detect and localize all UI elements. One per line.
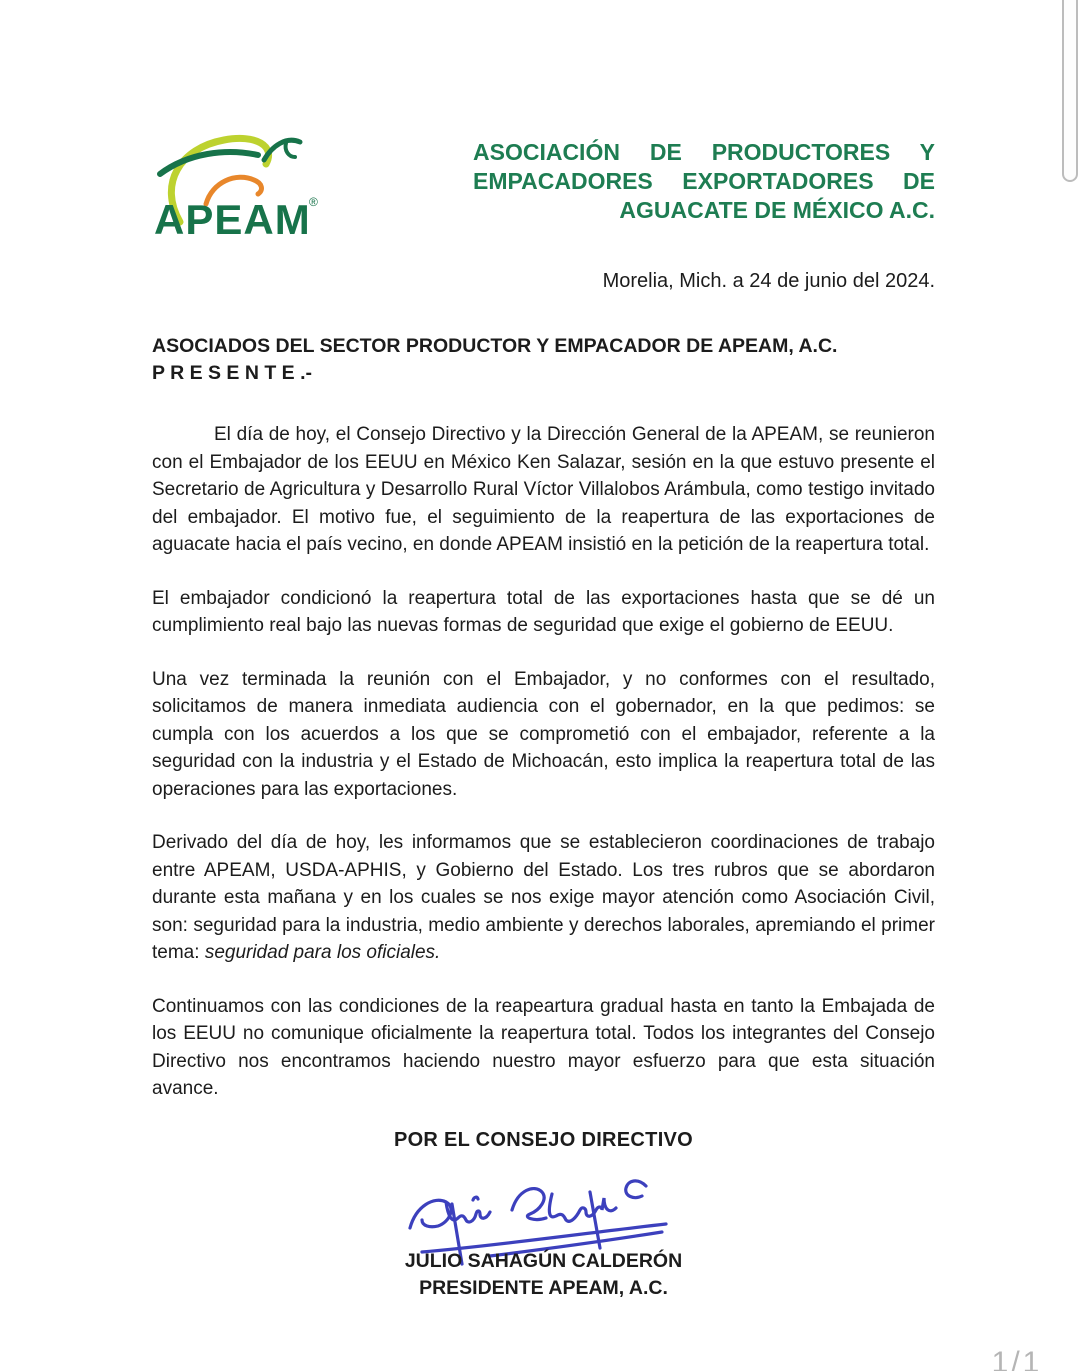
signatory-name: JULIO SAHAGÚN CALDERÓN bbox=[404, 1249, 683, 1272]
logo-wordmark: APEAM bbox=[154, 196, 311, 242]
body-paragraph bbox=[152, 585, 935, 640]
paragraph-text: El día de hoy, el Consejo Directivo y la Dirección General de la APEAM, se reunieron con el Embajador de los EEUU en México Ken Salazar, sesión en la que estuvo presente el Secretario de Agricultura y Desarrollo Rural Víctor Villalobos Arámbula, como testigo invitado del embajador. El motivo fue, el seguimiento de la reapertura de las exportaciones de aguacate hacia el país vecino, en donde APEAM insistió en la petición de la reapertura total. bbox=[152, 424, 935, 555]
body-paragraph bbox=[152, 666, 935, 804]
paragraph-text: Continuamos con las condiciones de la reapeartura gradual hasta en tanto la Embajada de los EEUU no comunique oficialmente la reapertura total. Todos los integrantes del Consejo Directivo nos encontramos haciendo nuestro mayor esfuerzo para que esta situación avance. bbox=[152, 995, 935, 1099]
addressee-line: P R E S E N T E .- bbox=[152, 362, 313, 384]
signature-block bbox=[152, 1172, 935, 1302]
paragraph-text: Una vez terminada la reunión con el Embajador, y no conformes con el resultado, solicitamos de manera inmediata audiencia con el gobernador, en la que pedimos: se cumpla con los acuerdos a los que se comprometió con el embajador, referente a la seguridad con la industria y el Estado de Michoacán, esto implica la reapertura total de las operaciones para las exportaciones. bbox=[152, 668, 935, 800]
closing-heading: POR EL CONSEJO DIRECTIVO bbox=[393, 1128, 694, 1151]
org-name-line: EMPACADORES EXPORTADORES DE bbox=[473, 168, 935, 194]
page-indicator: 1/1 bbox=[991, 1346, 1043, 1371]
registered-mark: ® bbox=[309, 195, 318, 209]
paragraph-text: Derivado del día de hoy, les informamos que se establecieron coordinaciones de trabajo entre APEAM, USDA-APHIS, y Gobierno del Estado. Los tres rubros que se abordaron durante esta mañana y en los cuales se nos exige mayor atención como Asociación Civil, son: seguridad para la industria, medio ambiente y derechos laborales, apremiando el primer tema: bbox=[152, 832, 935, 963]
scrollbar-thumb[interactable] bbox=[1062, 0, 1078, 182]
org-name-line: ASOCIACIÓN DE PRODUCTORES Y bbox=[473, 139, 935, 165]
body-paragraph bbox=[152, 993, 935, 1103]
addressee-line: ASOCIADOS DEL SECTOR PRODUCTOR Y EMPACADOR DE APEAM, A.C. bbox=[152, 335, 838, 357]
org-name-line: AGUACATE DE MÉXICO A.C. bbox=[619, 197, 935, 223]
signatory-title: PRESIDENTE APEAM, A.C. bbox=[419, 1276, 668, 1299]
paragraph-italic-text: seguridad para los oficiales. bbox=[204, 942, 441, 963]
body-paragraph bbox=[152, 421, 935, 559]
apeam-logo bbox=[152, 130, 324, 242]
body-paragraph bbox=[152, 829, 935, 967]
paragraph-text: El embajador condicionó la reapertura total de las exportaciones hasta que se dé un cumplimiento real bajo las nuevas formas de seguridad que exige el gobierno de EEUU. bbox=[152, 587, 935, 636]
letter-body bbox=[152, 421, 935, 1103]
org-name bbox=[473, 138, 935, 225]
avocado-swoosh-icon bbox=[152, 130, 324, 242]
letterhead bbox=[152, 130, 935, 242]
date-line: Morelia, Mich. a 24 de junio del 2024. bbox=[602, 270, 935, 292]
addressee bbox=[152, 333, 935, 387]
